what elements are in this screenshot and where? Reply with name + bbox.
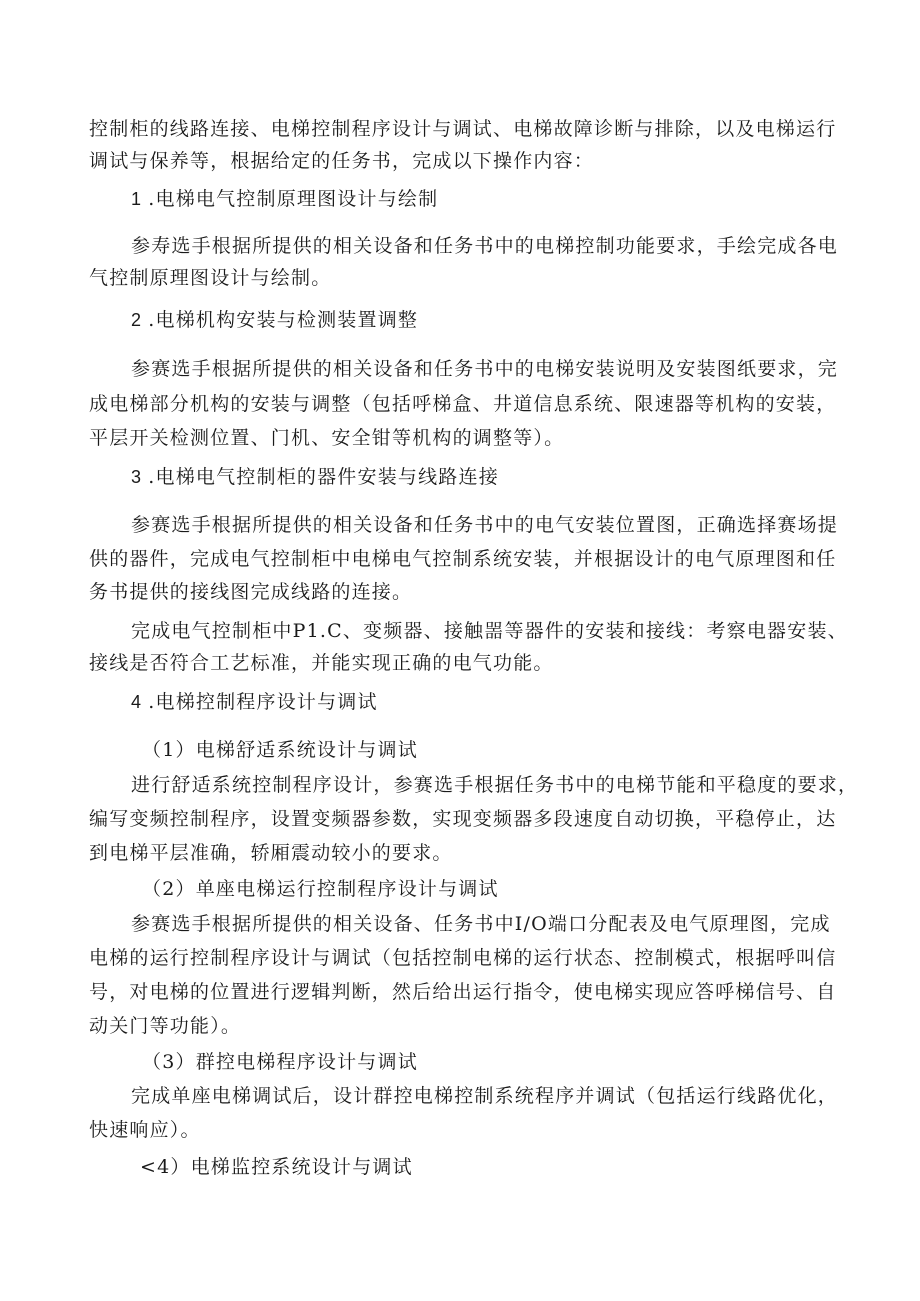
section-2-paragraph-line: 成电梯部分机构的安装与调整（包括呼梯盒、井道信息系统、限速器等机构的安装， (89, 393, 837, 415)
section-3-paragraph-line: 接线是否符合工艺标准，并能实现正确的电气功能。 (89, 652, 554, 674)
section-1-heading (131, 187, 438, 211)
section-title: .电梯控制程序设计与调试 (148, 691, 378, 713)
subsection-2-paragraph-line: 号，对电梯的位置进行逻辑判断，然后给出运行指令，使电梯实现应答呼梯信号、自 (89, 981, 837, 1003)
section-3-paragraph-line: 完成电气控制柜中P1.C、变频器、接触噐等器件的安装和接线：考察电器安装、 (131, 620, 848, 642)
section-title: .电梯机构安装与检测装置调整 (148, 309, 419, 331)
section-4-heading (131, 690, 378, 714)
subsection-title: 群控电梯程序设计与调试 (195, 1051, 418, 1073)
section-number: 4 (131, 692, 142, 712)
section-number: 3 (131, 467, 142, 487)
subsection-1-paragraph-line: 到电梯平层准确，轿厢震动较小的要求。 (89, 842, 453, 864)
subsection-marker: <4） (140, 1156, 191, 1178)
section-number: 1 (131, 189, 142, 209)
subsection-2-paragraph-line: 电梯的运行控制程序设计与调试（包括控制电梯的运行状态、控制模式，根据呼叫信 (89, 947, 837, 969)
subsection-2-paragraph-line: 参赛选手根据所提供的相关设备、任务书中I/O端口分配表及电气原理图，完成 (131, 913, 831, 935)
subsection-marker: （2） (142, 878, 196, 900)
section-2-paragraph-line: 参赛选手根据所提供的相关设备和任务书中的电梯安装说明及安装图纸要求，完 (131, 358, 839, 380)
section-3-heading (131, 465, 499, 489)
subsection-title: 单座电梯运行控制程序设计与调试 (195, 878, 499, 900)
section-1-paragraph-line: 参寿选手根据所提供的相关设备和任务书中的电梯控制功能要求，手绘完成各电 (131, 235, 839, 257)
subsection-3-heading (142, 1050, 418, 1074)
subsection-2-paragraph-line: 动关门等功能）。 (89, 1015, 242, 1037)
section-3-paragraph-line: 务书提供的接线图完成线路的连接。 (89, 581, 413, 603)
subsection-marker: （3） (142, 1051, 196, 1073)
subsection-3-paragraph-line: 快速响应）。 (89, 1119, 201, 1141)
section-2-paragraph-line: 平层开关检测位置、门机、安全钳等机构的调整等）。 (89, 427, 565, 449)
subsection-1-paragraph-line: 进行舒适系统控制程序设计，参赛选手根据任务书中的电梯节能和平稳度的要求， (131, 774, 859, 796)
subsection-marker: （1） (142, 739, 196, 761)
subsection-title: 电梯监控系统设计与调试 (190, 1156, 413, 1178)
subsection-1-paragraph-line: 编写变频控制程序，设置变频器参数，实现变频器多段速度自动切换，平稳停止，达 (89, 808, 837, 830)
subsection-title: 电梯舒适系统设计与调试 (195, 739, 418, 761)
section-number: 2 (131, 310, 142, 330)
subsection-2-heading (142, 877, 499, 901)
section-title: .电梯电气控制柜的器件安装与线路连接 (148, 466, 499, 488)
intro-line-1: 控制柜的线路连接、电梯控制程序设计与调试、电梯故障诊断与排除，以及电梯运行 (89, 118, 837, 140)
subsection-4-heading (140, 1155, 413, 1179)
section-3-paragraph-line: 参赛选手根据所提供的相关设备和任务书中的电气安装位置图，正确选择赛场提 (131, 514, 839, 536)
subsection-3-paragraph-line: 完成单座电梯调试后，设计群控电梯控制系统程序并调试（包括运行线路优化， (131, 1085, 839, 1107)
section-1-paragraph-line: 气控制原理图设计与绘制。 (89, 267, 332, 289)
section-2-heading (131, 308, 418, 332)
section-3-paragraph-line: 供的器件，完成电气控制柜中电梯电气控制系统安装，并根据设计的电气原理图和任 (89, 548, 837, 570)
intro-line-2: 调试与保养等，根据给定的任务书，完成以下操作内容： (89, 150, 595, 172)
subsection-1-heading (142, 738, 418, 762)
section-title: .电梯电气控制原理图设计与绘制 (148, 188, 439, 210)
